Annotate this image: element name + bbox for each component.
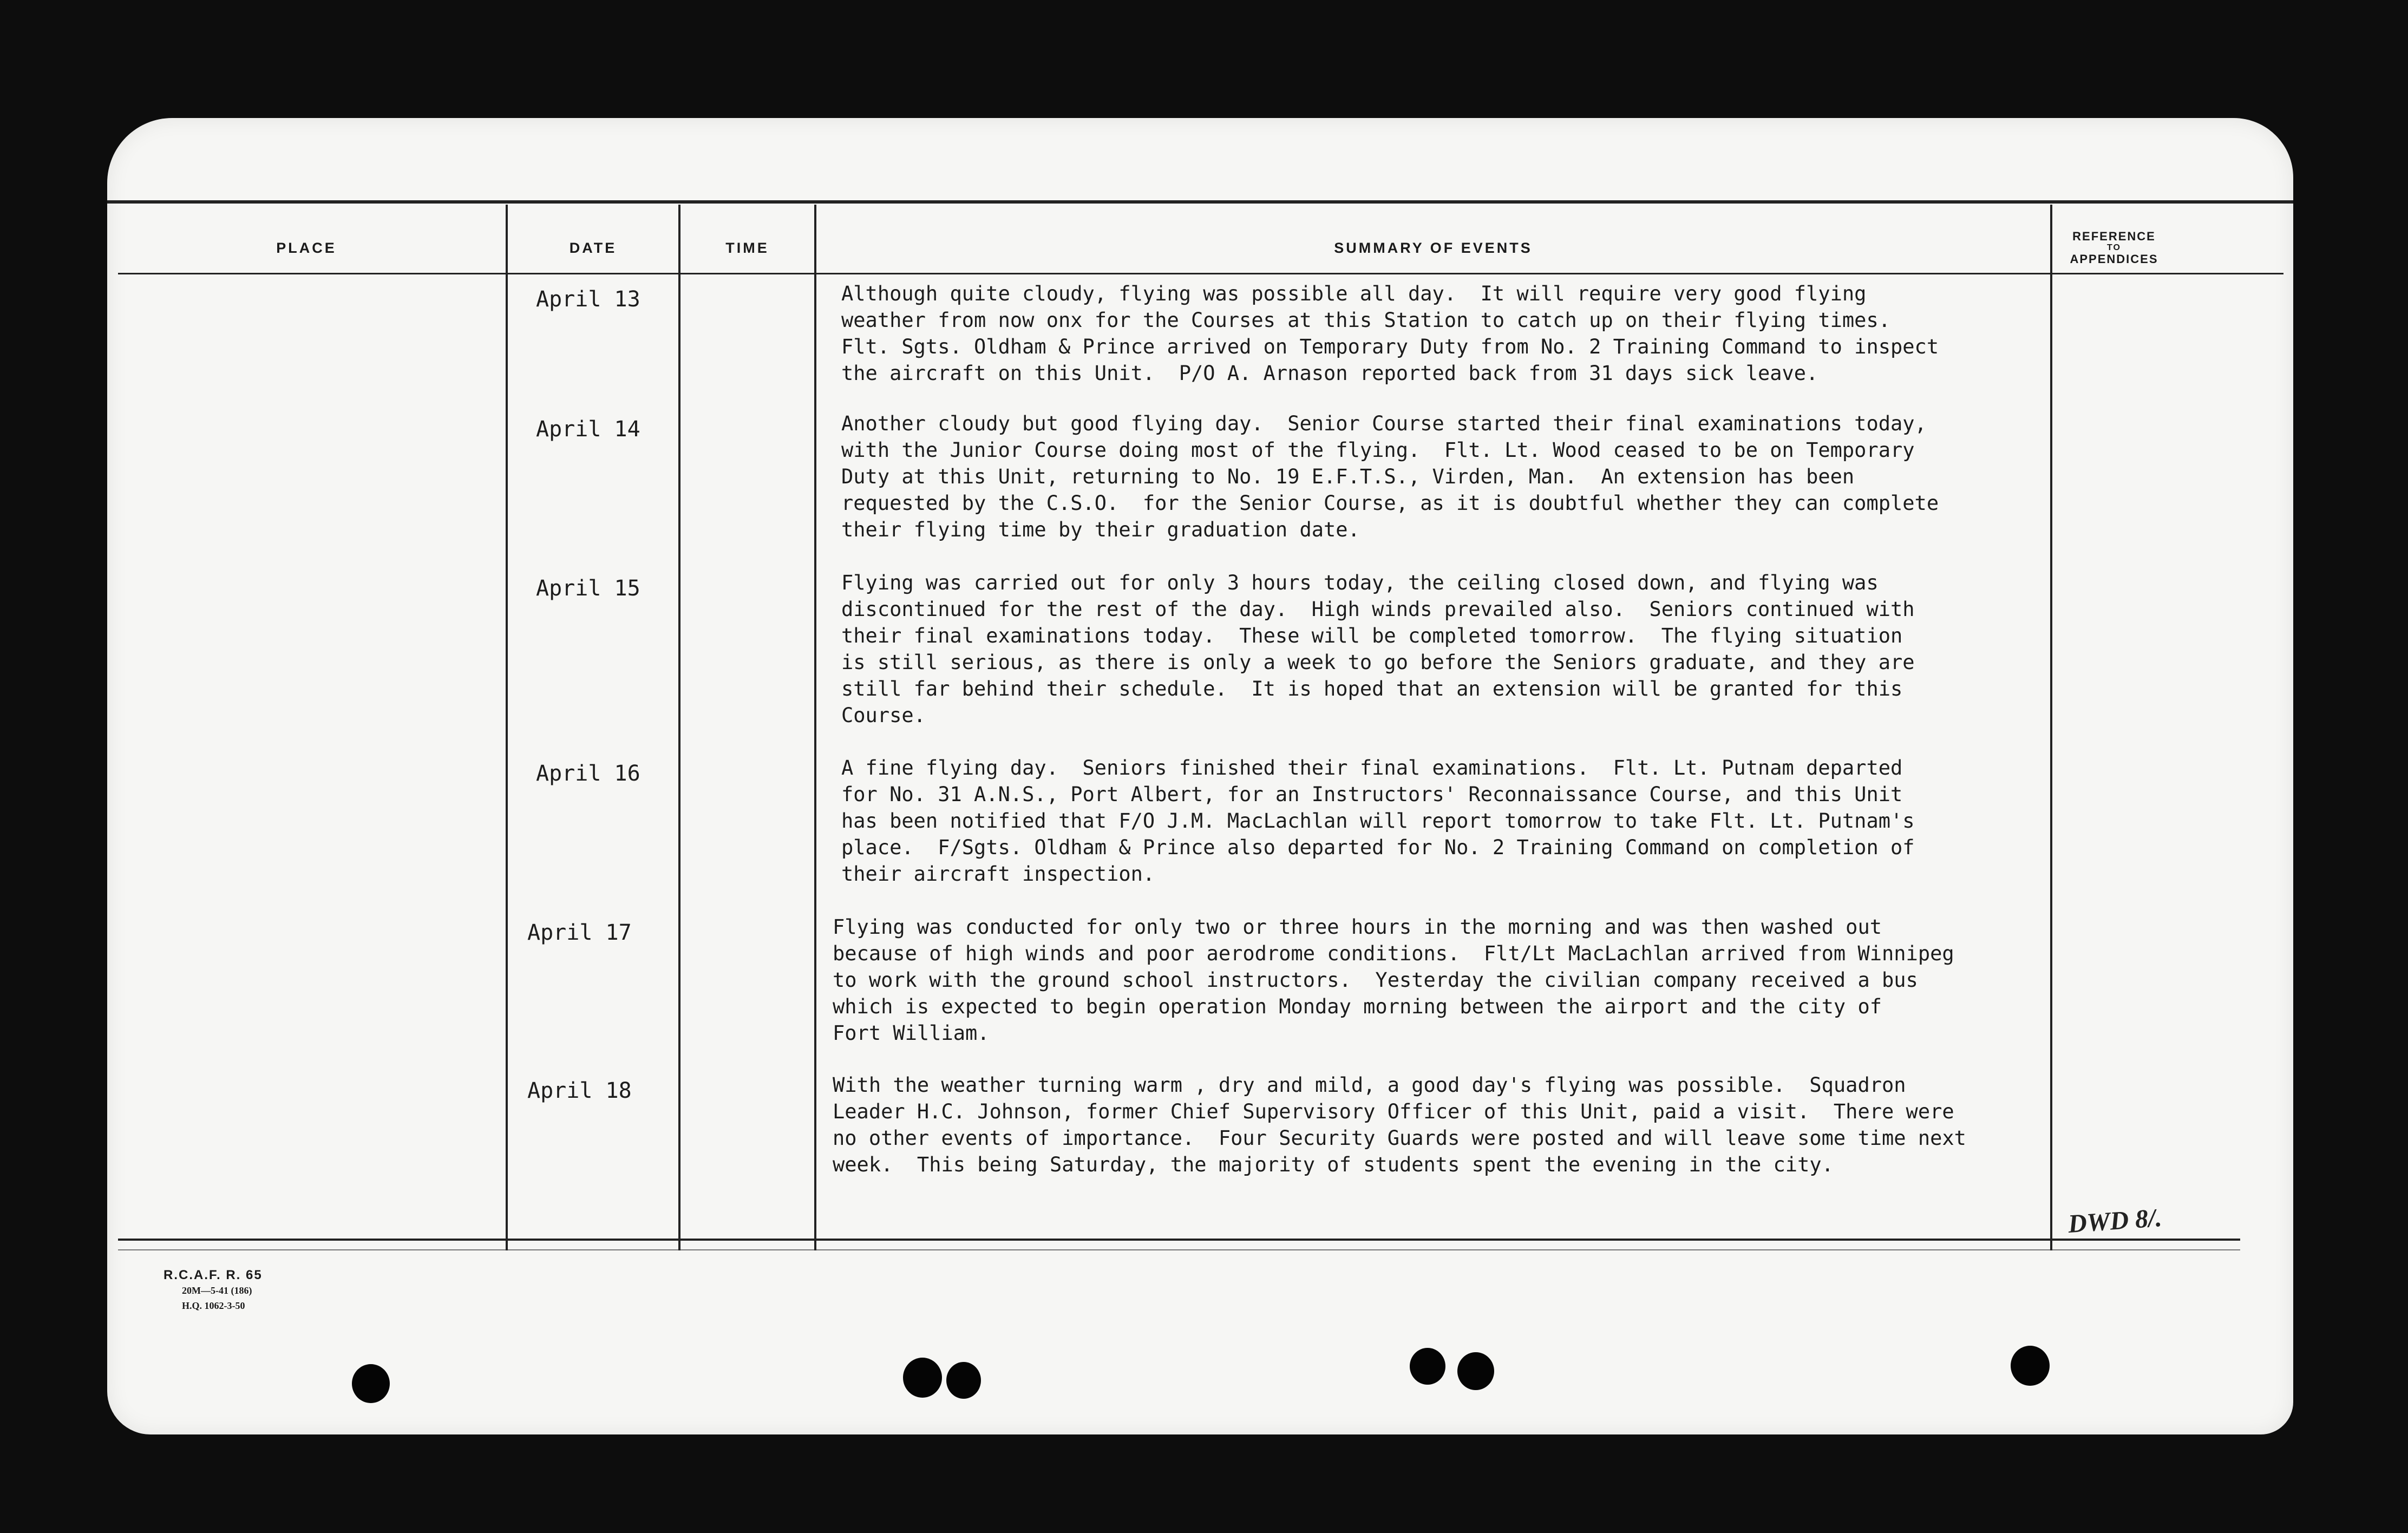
summary-line: Fort William. (833, 1021, 990, 1045)
summary-line: Duty at this Unit, returning to No. 19 E.F.T.S., Virden, Man. An extension has been (841, 465, 1855, 488)
diary-form-sheet (107, 118, 2293, 1434)
summary-line: Flying was carried out for only 3 hours today, the ceiling closed down, and flying was (841, 571, 1879, 594)
summary-line: for No. 31 A.N.S., Port Albert, for an Instructors' Reconnaissance Course, and this Unit (841, 783, 1903, 806)
entry-summary (833, 914, 1954, 1046)
summary-line: has been notified that F/O J.M. MacLachlan will report tomorrow to take Flt. Lt. Putnam's (841, 809, 1915, 833)
summary-line: their aircraft inspection. (841, 862, 1155, 886)
column-rule-time-summary (814, 205, 816, 1250)
header-reference-to-appendices (2052, 218, 2176, 278)
entry-summary (833, 1072, 1966, 1178)
header-reference-line-3: APPENDICES (2070, 252, 2158, 266)
entry-summary (841, 280, 1939, 386)
column-rule-summary-reference (2050, 205, 2052, 1250)
entry-summary (841, 569, 1915, 729)
summary-line: their final examinations today. These will be completed tomorrow. The flying situation (841, 624, 1903, 647)
header-summary-of-events: SUMMARY OF EVENTS (1334, 239, 1533, 256)
entry-date: April 14 (536, 417, 640, 442)
punch-hole (1410, 1348, 1445, 1385)
entry-date: April 16 (536, 761, 640, 786)
summary-line: no other events of importance. Four Security Guards were posted and will leave some time next (833, 1126, 1966, 1150)
header-place: PLACE (276, 239, 337, 256)
summary-line: the aircraft on this Unit. P/O A. Arnason reported back from 31 days sick leave. (841, 362, 1818, 385)
summary-line: Although quite cloudy, flying was possible all day. It will require very good flying (841, 282, 1867, 305)
handwritten-initials: DWD 8/. (2067, 1203, 2163, 1239)
header-time: TIME (725, 239, 769, 256)
print-line-1: 20M—5-41 (186) (182, 1285, 252, 1296)
top-rule (107, 200, 2293, 204)
punch-hole (946, 1362, 981, 1399)
summary-line: weather from now onx for the Courses at this Station to catch up on their flying times. (841, 309, 1891, 332)
entry-date: April 15 (536, 576, 640, 601)
column-rule-place-date (506, 205, 508, 1250)
summary-line: With the weather turning warm , dry and mild, a good day's flying was possible. Squadron (833, 1073, 1906, 1097)
punch-hole (1457, 1352, 1494, 1390)
header-reference-line-2: TO (2107, 243, 2121, 252)
summary-line: Leader H.C. Johnson, former Chief Supervisory Officer of this Unit, paid a visit. There were (833, 1100, 1954, 1123)
entry-summary (841, 755, 1915, 887)
summary-line: Flying was conducted for only two or three hours in the morning and was then washed out (833, 915, 1882, 939)
summary-line: Course. (841, 704, 926, 727)
summary-line: because of high winds and poor aerodrome conditions. Flt/Lt MacLachlan arrived from Winnipeg (833, 942, 1954, 965)
summary-line: discontinued for the rest of the day. High winds prevailed also. Seniors continued with (841, 598, 1915, 621)
column-rule-date-time (678, 205, 680, 1250)
summary-line: to work with the ground school instructors. Yesterday the civilian company received a bus (833, 968, 1918, 992)
form-identification (163, 1268, 263, 1313)
punch-hole (352, 1364, 390, 1403)
summary-line: still far behind their schedule. It is hoped that an extension will be granted for this (841, 677, 1903, 700)
summary-line: requested by the C.S.O. for the Senior Course, as it is doubtful whether they can complete (841, 492, 1939, 515)
summary-line: their flying time by their graduation date. (841, 518, 1360, 541)
summary-line: Another cloudy but good flying day. Senior Course started their final examinations today, (841, 412, 1927, 435)
punch-hole (2011, 1346, 2050, 1386)
entry-summary (841, 410, 1939, 543)
footer-rule (118, 1239, 2240, 1241)
summary-line: place. F/Sgts. Oldham & Prince also departed for No. 2 Training Command on completion of (841, 836, 1915, 859)
summary-line: week. This being Saturday, the majority of students spent the evening in the city. (833, 1153, 1834, 1176)
header-date: DATE (569, 239, 617, 256)
summary-line: Flt. Sgts. Oldham & Prince arrived on Temporary Duty from No. 2 Training Command to inspect (841, 335, 1939, 358)
bottom-rule (118, 1249, 2240, 1250)
summary-line: which is expected to begin operation Monday morning between the airport and the city of (833, 995, 1882, 1018)
summary-line: A fine flying day. Seniors finished their final examinations. Flt. Lt. Putnam departed (841, 756, 1903, 779)
summary-line: is still serious, as there is only a week to go before the Seniors graduate, and they are (841, 651, 1915, 674)
summary-line: with the Junior Course doing most of the flying. Flt. Lt. Wood ceased to be on Temporary (841, 438, 1915, 462)
entry-date: April 13 (536, 287, 640, 312)
entry-date: April 17 (527, 920, 632, 945)
punch-hole (903, 1358, 942, 1398)
print-line-2: H.Q. 1062-3-50 (182, 1300, 245, 1311)
form-number: R.C.A.F. R. 65 (163, 1268, 263, 1282)
entry-date: April 18 (527, 1078, 632, 1103)
header-reference-line-1: REFERENCE (2072, 230, 2156, 243)
